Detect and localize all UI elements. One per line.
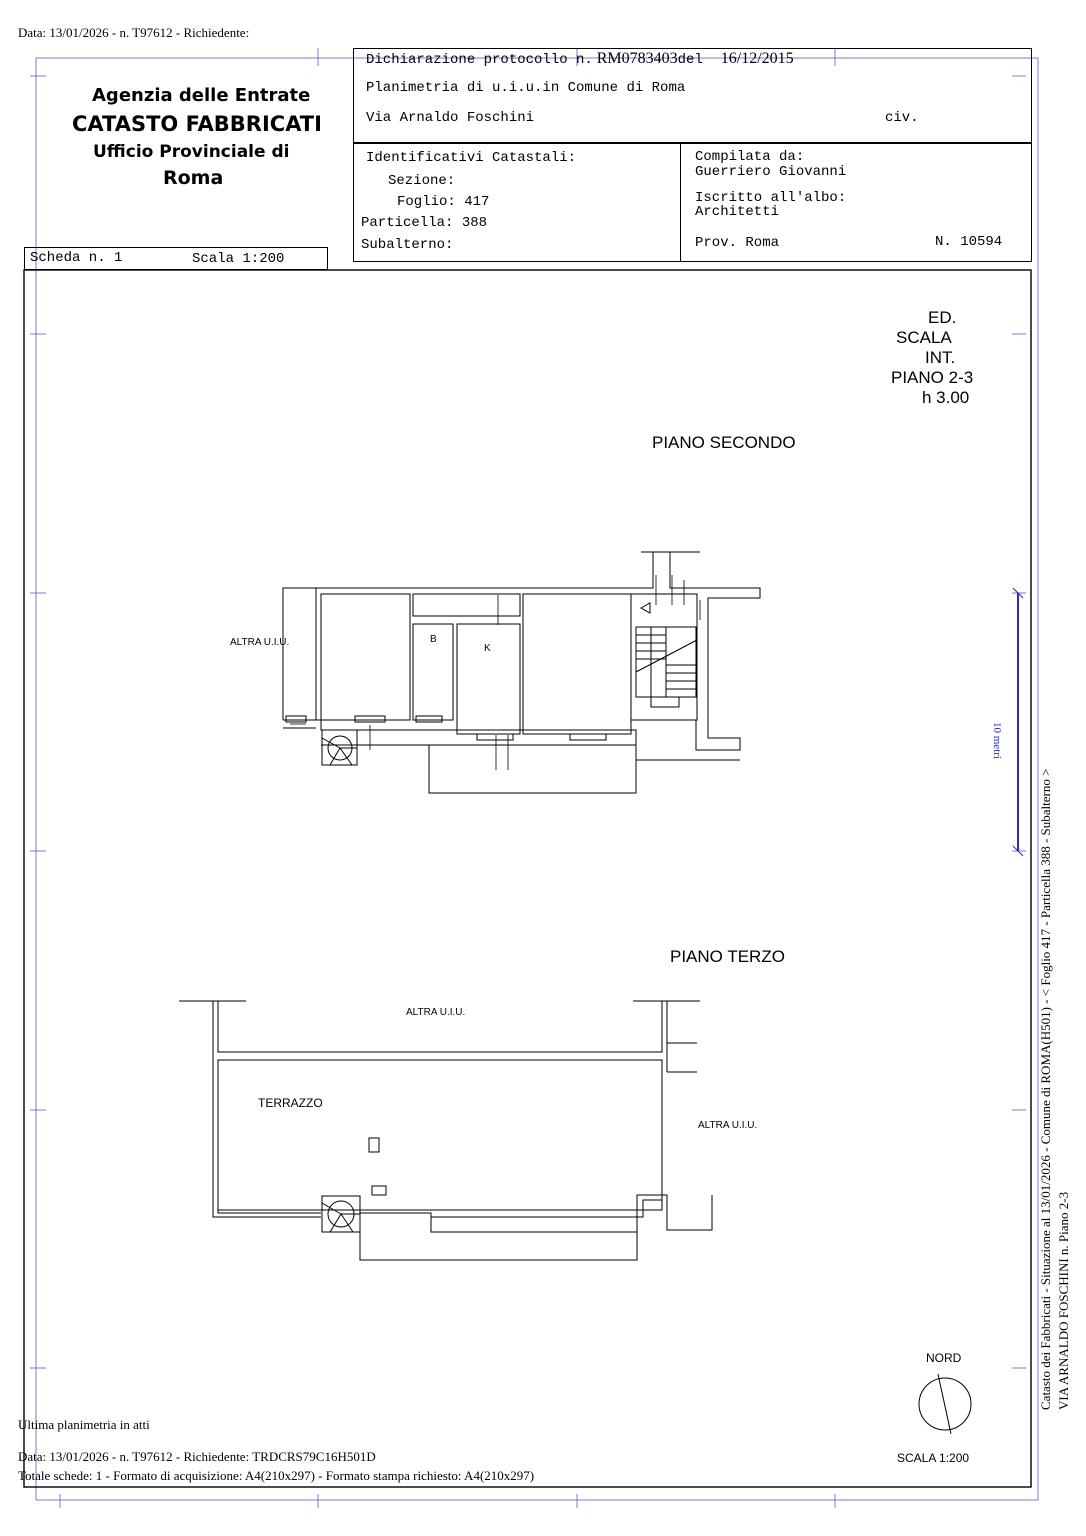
particella-value: 388 bbox=[461, 215, 488, 231]
altra-uiu-third-top: ALTRA U.I.U. bbox=[406, 1007, 466, 1018]
side-address-info: VIA ARNALDO FOSCHINI n. Piano 2-3 bbox=[1056, 1191, 1071, 1410]
foglio-value: 417 bbox=[464, 194, 490, 210]
scheda-scale: Scala 1:200 bbox=[192, 251, 285, 267]
del-label: del bbox=[677, 52, 703, 68]
room-b-label: B bbox=[430, 634, 437, 645]
third-floor-title: PIANO TERZO bbox=[670, 947, 785, 966]
protocol-number: RM0783403 bbox=[596, 50, 678, 67]
subalterno-label: Subalterno: bbox=[361, 237, 454, 253]
building-piano: PIANO 2-3 bbox=[891, 368, 974, 387]
registration-number: N. 10594 bbox=[935, 234, 1003, 250]
building-int: INT. bbox=[925, 348, 956, 367]
third-floor-plan bbox=[179, 1001, 712, 1260]
foglio-label: Foglio: bbox=[397, 194, 456, 210]
prov-label: Prov. Roma bbox=[695, 235, 780, 251]
last-plan-note: Ultima planimetria in atti bbox=[18, 1417, 150, 1432]
sezione-label: Sezione: bbox=[388, 173, 456, 189]
declaration-date: 16/12/2015 bbox=[720, 50, 794, 67]
plan-municipality: Planimetria di u.i.u.in Comune di Roma bbox=[366, 80, 686, 96]
side-cadastral-info: Catasto dei Fabbricati - Situazione al 13/01/2026 - Comune di ROMA(H501) - < Foglio 417 - Particella 388 - Subalterno > bbox=[1038, 768, 1053, 1410]
scale-bar-label: 10 metri bbox=[991, 722, 1003, 759]
top-request-line: Data: 13/01/2026 - n. T97612 - Richiedente: bbox=[18, 25, 250, 40]
building-height: h 3.00 bbox=[922, 388, 970, 407]
altra-uiu-second: ALTRA U.I.U. bbox=[230, 637, 290, 648]
second-floor-plan bbox=[283, 552, 760, 793]
footer-request-line: Data: 13/01/2026 - n. T97612 - Richiedente: TRDCRS79C16H501D bbox=[18, 1449, 376, 1464]
agency-name: Agenzia delle Entrate bbox=[92, 85, 311, 106]
compiled-label: Compilata da: bbox=[695, 149, 805, 165]
catasto-title: CATASTO FABBRICATI bbox=[72, 112, 322, 136]
particella-label: Particella: bbox=[361, 215, 454, 231]
room-k-label: K bbox=[484, 643, 491, 654]
scheda-label: Scheda n. 1 bbox=[30, 250, 123, 266]
office-city: Roma bbox=[163, 167, 224, 189]
albo-label: Iscritto all'albo: bbox=[695, 190, 847, 206]
building-ed: ED. bbox=[928, 308, 957, 327]
albo-value: Architetti bbox=[695, 204, 780, 220]
compiled-name: Guerriero Giovanni bbox=[695, 164, 847, 180]
altra-uiu-third-right: ALTRA U.I.U. bbox=[698, 1120, 758, 1131]
north-scale: SCALA 1:200 bbox=[897, 1451, 970, 1465]
north-arrow bbox=[919, 1374, 971, 1434]
footer-format-line: Totale schede: 1 - Formato di acquisizione: A4(210x297) - Formato stampa richiesto: A4(210x297) bbox=[18, 1468, 535, 1483]
address: Via Arnaldo Foschini bbox=[366, 110, 535, 126]
building-scala: SCALA bbox=[896, 328, 952, 347]
civ-label: civ. bbox=[885, 110, 919, 126]
second-floor-title: PIANO SECONDO bbox=[652, 433, 796, 452]
north-label: NORD bbox=[926, 1351, 962, 1365]
terrazzo-label: TERRAZZO bbox=[258, 1096, 323, 1110]
office-label: Ufficio Provinciale di bbox=[93, 142, 290, 162]
declaration-label: Dichiarazione protocollo n. bbox=[366, 52, 593, 68]
identifiers-title: Identificativi Catastali: bbox=[366, 150, 577, 166]
